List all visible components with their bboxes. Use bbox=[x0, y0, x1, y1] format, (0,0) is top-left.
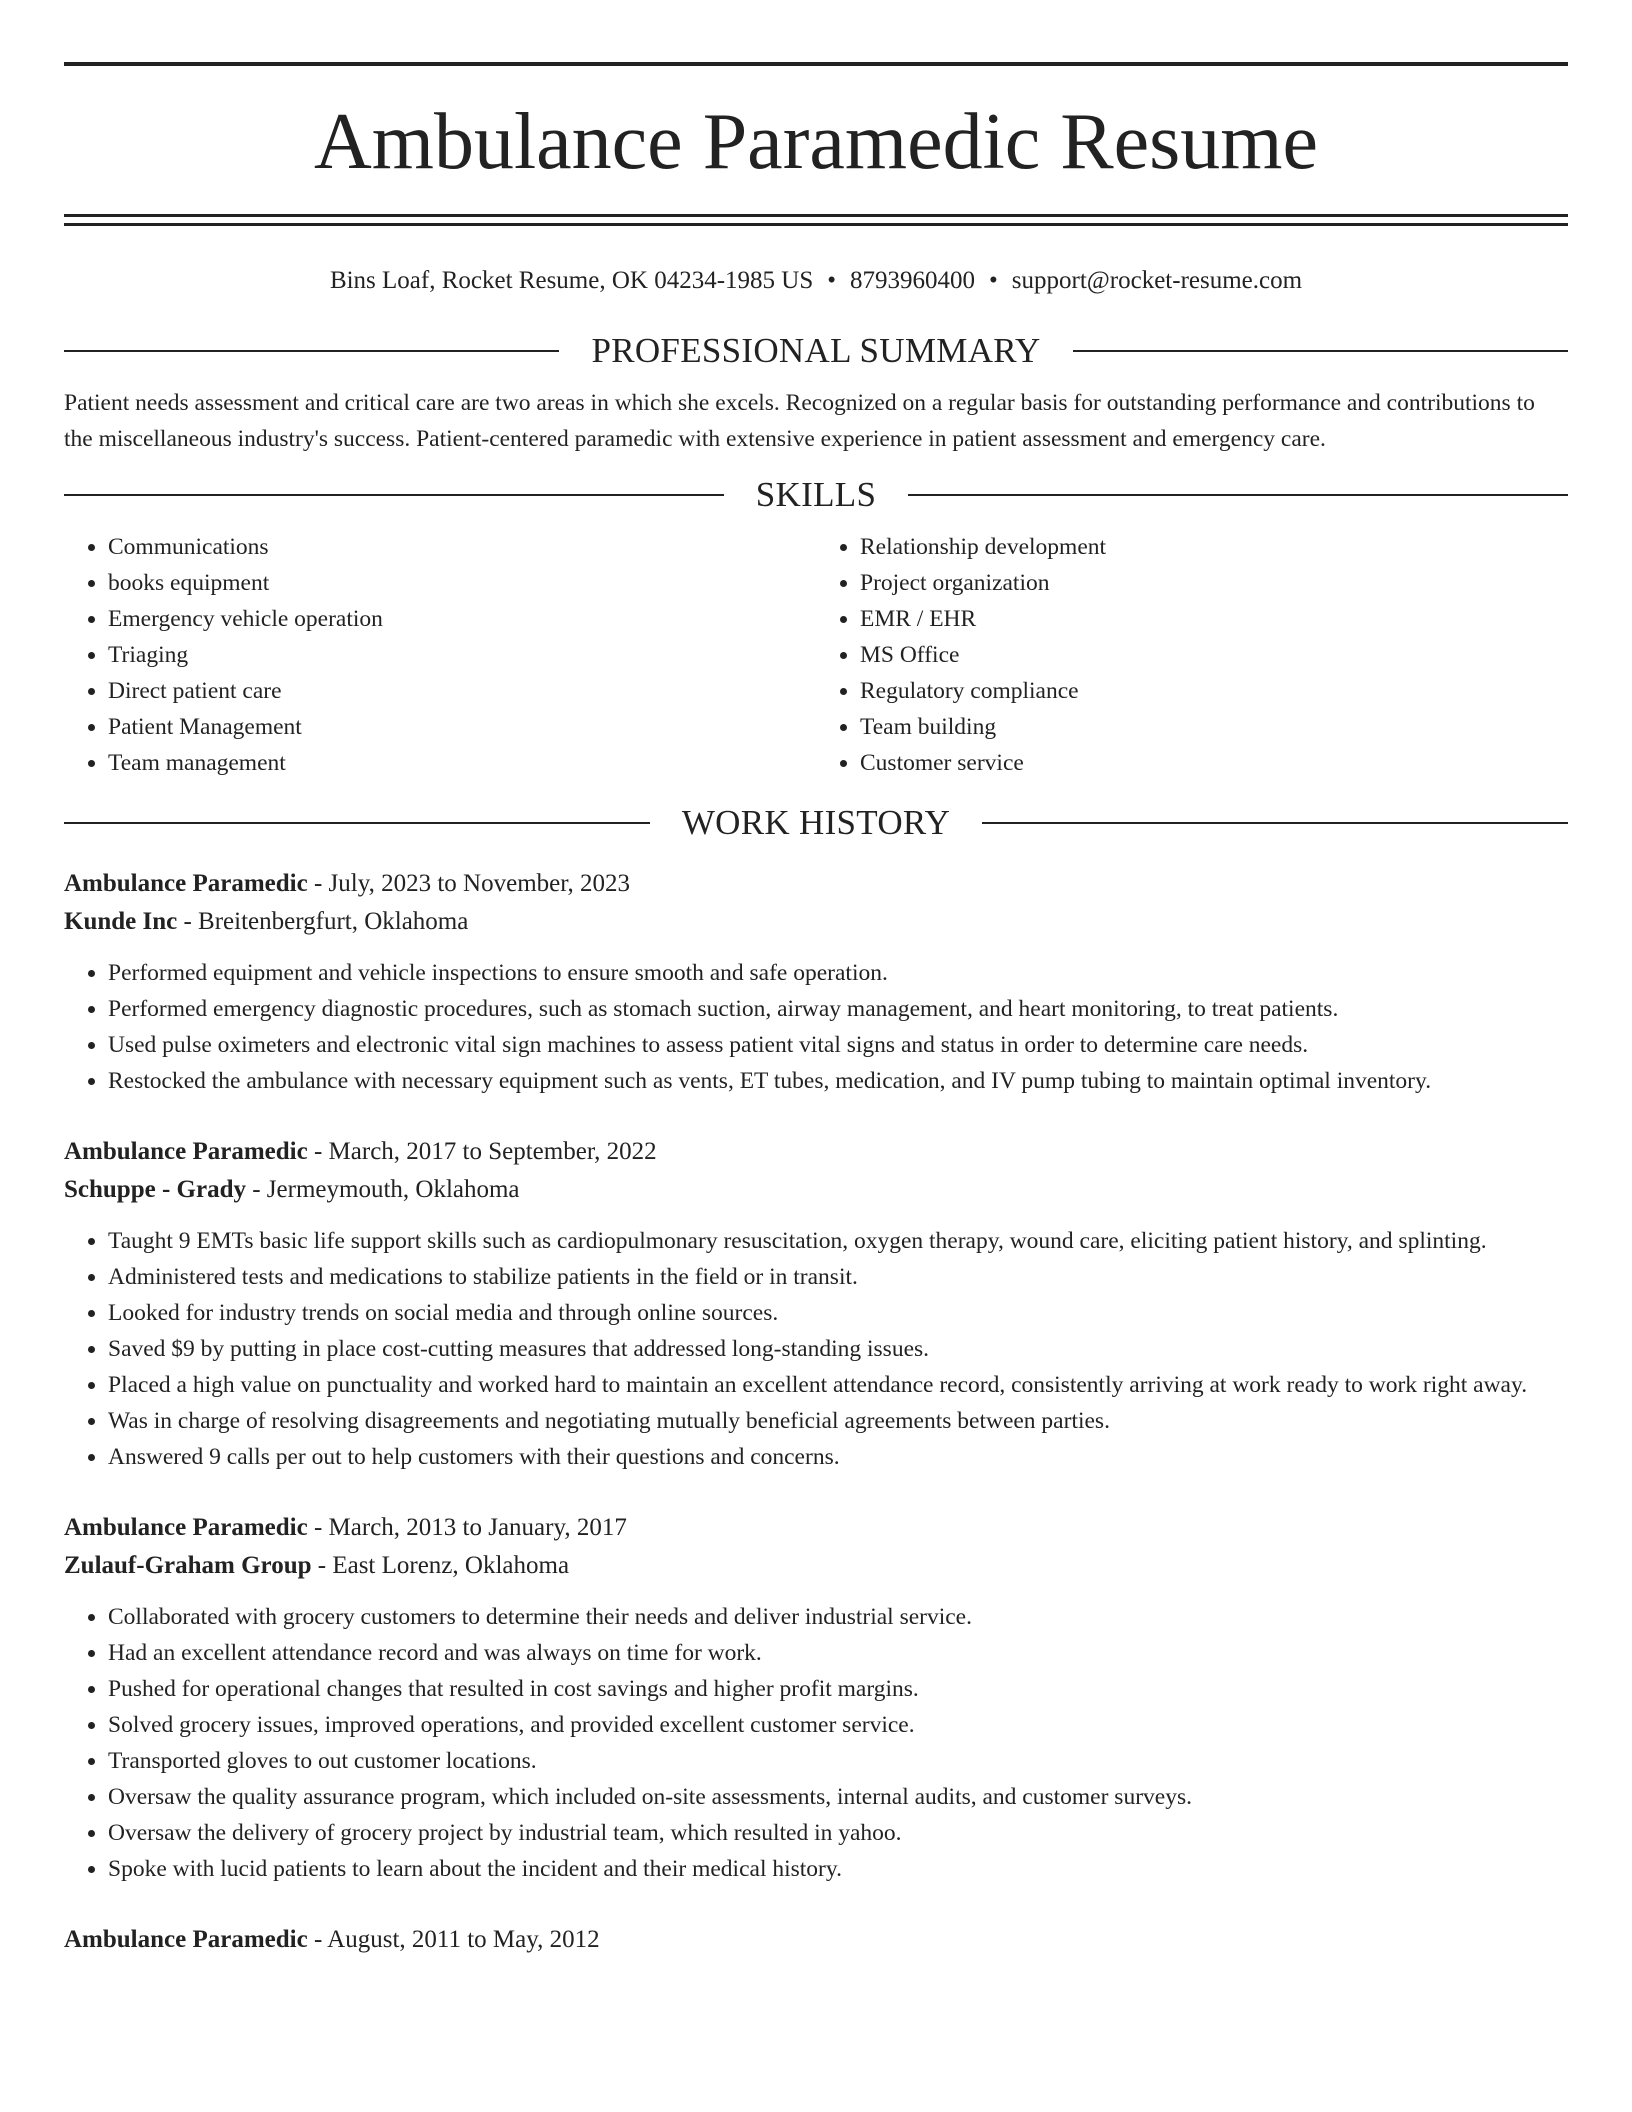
contact-separator: • bbox=[827, 267, 836, 294]
contact-line bbox=[64, 264, 1568, 298]
contact-phone: 8793960400 bbox=[850, 267, 975, 294]
job-bullet: • Restocked the ambulance with necessary equipment such as vents, ET tubes, medication, and IV pump tubing to maintain optimal inventory. bbox=[108, 1063, 1568, 1099]
contact-email: support@rocket-resume.com bbox=[1011, 267, 1303, 294]
job-employer: Kunde Inc bbox=[64, 908, 178, 935]
job-title: Ambulance Paramedic bbox=[64, 870, 308, 897]
skill-item: • EMR / EHR bbox=[860, 601, 1568, 637]
skill-item: • Patient Management bbox=[108, 709, 816, 745]
job-bullets bbox=[64, 955, 1568, 1099]
job-bullet: • Pushed for operational changes that resulted in cost savings and higher profit margins. bbox=[108, 1671, 1568, 1707]
skill-item: • Communications bbox=[108, 529, 816, 565]
summary-section-heading bbox=[64, 333, 1568, 369]
skill-item: • books equipment bbox=[108, 565, 816, 601]
job-entry bbox=[64, 1133, 1568, 1475]
job-location: - Jermeymouth, Oklahoma bbox=[245, 1176, 520, 1203]
job-entry bbox=[64, 865, 1568, 1099]
job-title-line bbox=[64, 1509, 1568, 1547]
job-bullet: • Was in charge of resolving disagreements and negotiating mutually beneficial agreements between parties. bbox=[108, 1403, 1568, 1439]
job-bullet: • Performed equipment and vehicle inspections to ensure smooth and safe operation. bbox=[108, 955, 1568, 991]
job-bullet: • Transported gloves to out customer locations. bbox=[108, 1743, 1568, 1779]
skill-item: • Emergency vehicle operation bbox=[108, 601, 816, 637]
skill-item: • Project organization bbox=[860, 565, 1568, 601]
heading-rule-right bbox=[982, 822, 1568, 824]
job-dates: - August, 2011 to May, 2012 bbox=[307, 1926, 600, 1953]
title-double-rule bbox=[64, 214, 1568, 226]
skills-heading: SKILLS bbox=[755, 475, 877, 514]
skill-item: • Regulatory compliance bbox=[860, 673, 1568, 709]
work-section-heading bbox=[64, 805, 1568, 841]
heading-rule-left bbox=[64, 350, 559, 352]
job-dates: - July, 2023 to November, 2023 bbox=[307, 870, 631, 897]
job-bullets bbox=[64, 1223, 1568, 1475]
job-title-line bbox=[64, 1921, 1568, 1959]
job-bullet: • Had an excellent attendance record and was always on time for work. bbox=[108, 1635, 1568, 1671]
job-title: Ambulance Paramedic bbox=[64, 1514, 308, 1541]
skill-item: • Triaging bbox=[108, 637, 816, 673]
job-location: - East Lorenz, Oklahoma bbox=[311, 1552, 570, 1579]
job-bullet: • Oversaw the quality assurance program, which included on-site assessments, internal audits, and customer surveys. bbox=[108, 1779, 1568, 1815]
job-title: Ambulance Paramedic bbox=[64, 1926, 308, 1953]
job-bullet: • Looked for industry trends on social media and through online sources. bbox=[108, 1295, 1568, 1331]
job-employer: Zulauf-Graham Group bbox=[64, 1552, 312, 1579]
skills-column-left bbox=[64, 529, 816, 781]
job-location: - Breitenbergfurt, Oklahoma bbox=[177, 908, 469, 935]
job-title: Ambulance Paramedic bbox=[64, 1138, 308, 1165]
job-employer-line bbox=[64, 1547, 1568, 1585]
job-bullet: • Spoke with lucid patients to learn about the incident and their medical history. bbox=[108, 1851, 1568, 1887]
skill-item: • MS Office bbox=[860, 637, 1568, 673]
skill-item: • Team building bbox=[860, 709, 1568, 745]
job-bullets bbox=[64, 1599, 1568, 1887]
job-bullet: • Placed a high value on punctuality and worked hard to maintain an excellent attendance record, consistently arriving at work ready to work right away. bbox=[108, 1367, 1568, 1403]
job-entry bbox=[64, 1509, 1568, 1887]
skill-item: • Relationship development bbox=[860, 529, 1568, 565]
job-bullet: • Administered tests and medications to stabilize patients in the field or in transit. bbox=[108, 1259, 1568, 1295]
heading-rule-right bbox=[908, 494, 1568, 496]
resume-page bbox=[64, 0, 1568, 1959]
job-title-line bbox=[64, 865, 1568, 903]
summary-text: Patient needs assessment and critical care are two areas in which she excels. Recognized on a regular basis for outstanding performance and contributions to the miscellaneous industry's success. Patient-centered paramedic with extensive experience in patient assessment and emergency care. bbox=[64, 390, 1535, 452]
job-bullet: • Taught 9 EMTs basic life support skills such as cardiopulmonary resuscitation, oxygen therapy, wound care, eliciting patient history, and splinting. bbox=[108, 1223, 1568, 1259]
job-bullet: • Solved grocery issues, improved operations, and provided excellent customer service. bbox=[108, 1707, 1568, 1743]
skills-section-heading bbox=[64, 477, 1568, 513]
skills-column-right bbox=[816, 529, 1568, 781]
job-bullet: • Collaborated with grocery customers to determine their needs and deliver industrial service. bbox=[108, 1599, 1568, 1635]
work-history-list bbox=[64, 865, 1568, 1959]
heading-rule-right bbox=[1073, 350, 1568, 352]
job-dates: - March, 2013 to January, 2017 bbox=[307, 1514, 627, 1541]
job-entry bbox=[64, 1921, 1568, 1959]
job-bullet: • Performed emergency diagnostic procedures, such as stomach suction, airway management, and heart monitoring, to treat patients. bbox=[108, 991, 1568, 1027]
job-bullet: • Saved $9 by putting in place cost-cutting measures that addressed long-standing issues. bbox=[108, 1331, 1568, 1367]
job-employer: Schuppe - Grady bbox=[64, 1176, 246, 1203]
job-title-line bbox=[64, 1133, 1568, 1171]
job-dates: - March, 2017 to September, 2022 bbox=[307, 1138, 657, 1165]
contact-separator: • bbox=[989, 267, 998, 294]
job-employer-line bbox=[64, 1171, 1568, 1209]
heading-rule-left bbox=[64, 822, 650, 824]
skill-item: • Direct patient care bbox=[108, 673, 816, 709]
work-heading: WORK HISTORY bbox=[681, 803, 951, 842]
job-employer-line bbox=[64, 903, 1568, 941]
skills-list bbox=[64, 529, 1568, 781]
contact-address: Bins Loaf, Rocket Resume, OK 04234-1985 US bbox=[329, 267, 814, 294]
job-bullet: • Used pulse oximeters and electronic vital sign machines to assess patient vital signs and status in order to determine care needs. bbox=[108, 1027, 1568, 1063]
page-title: Ambulance Paramedic Resume bbox=[313, 98, 1319, 186]
job-bullet: • Oversaw the delivery of grocery project by industrial team, which resulted in yahoo. bbox=[108, 1815, 1568, 1851]
top-rule bbox=[64, 62, 1568, 66]
summary-heading: PROFESSIONAL SUMMARY bbox=[591, 331, 1041, 370]
heading-rule-left bbox=[64, 494, 724, 496]
skill-item: • Customer service bbox=[860, 745, 1568, 781]
skill-item: • Team management bbox=[108, 745, 816, 781]
job-bullet: • Answered 9 calls per out to help customers with their questions and concerns. bbox=[108, 1439, 1568, 1475]
